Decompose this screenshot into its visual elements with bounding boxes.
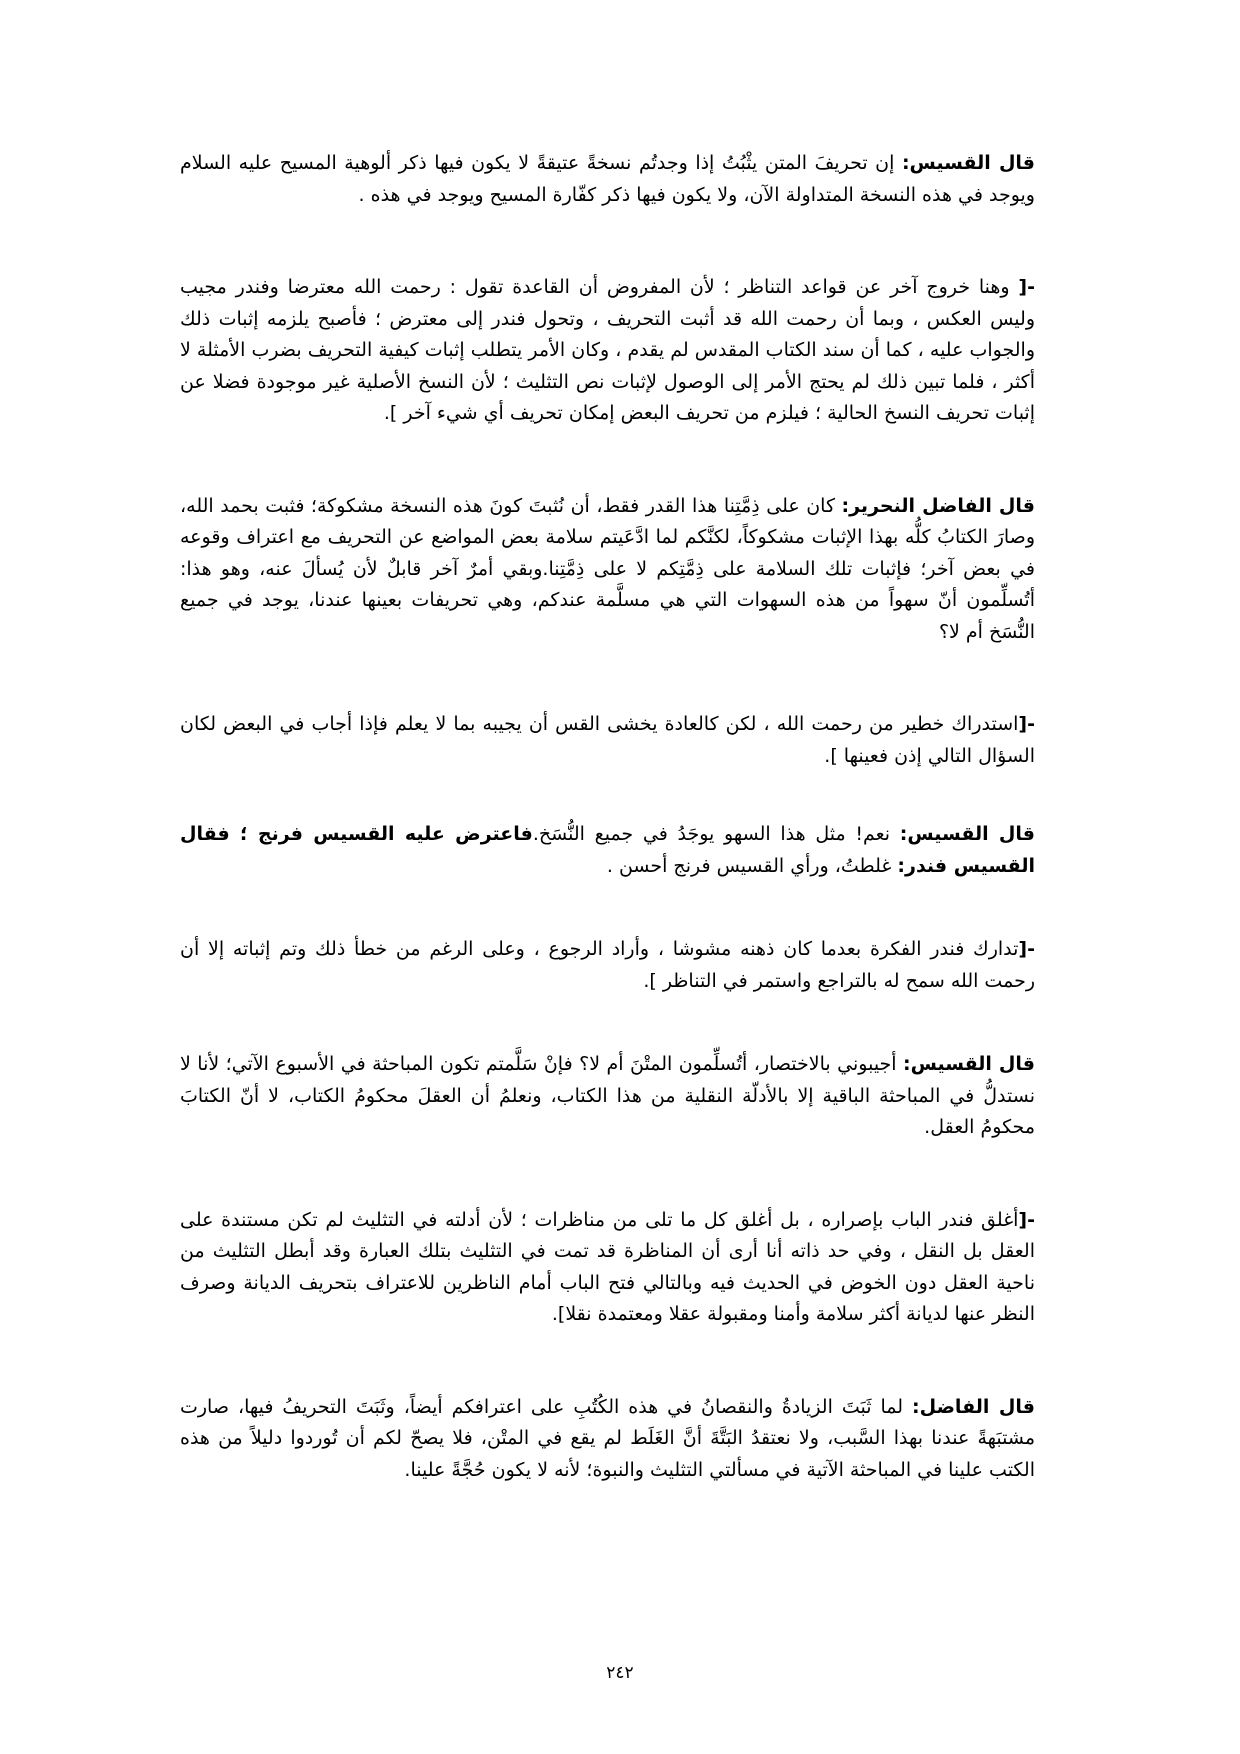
speaker-label: قال القسيس: [899,823,1035,845]
paragraph-text: استدراك خطير من رحمت الله ، لكن كالعادة يخشى القس أن يجيبه بما لا يعلم فإذا أجاب في البعض لكان السؤال التالي إذن فعينها ]. [180,713,1035,767]
speaker-label: قال القسيس: [901,152,1036,174]
speaker-label: قال الفاضل: [912,1395,1035,1418]
paragraph-scholar-2 [180,1392,1035,1487]
paragraph-bold-tail: فاعترض عليه القسيس فرنج ؛ فقال القسيس فندر: [180,823,1035,877]
paragraph-text: أجيبوني بالاختصار، أتُسلِّمون المتْنَ أم لا؟ فإنْ سَلَّمتم تكون المباحثة في الأسبوع الآتي؛ لأنا لا نستدلُّ في المباحثة الباقية إلا بالأدلّة النقلية من هذا الكتاب، ونعلمُ أن العقلَ محكومُ الكتاب، لا أنّ الكتابَ محكومُ العقل. [180,1053,1035,1138]
paragraph-priest-2 [180,819,1035,882]
paragraph-scholar-1 [180,491,1035,649]
speaker-label: قال القسيس: [903,1053,1035,1075]
commentary-marker: -[ [1018,1208,1035,1231]
paragraph-commentary-2 [180,709,1035,772]
paragraph-priest-1 [180,148,1035,211]
paragraph-text: تدارك فندر الفكرة بعدما كان ذهنه مشوشا ، وأراد الرجوع ، وعلى الرغم من خطأ ذلك وتم إثباته إلا أن رحمت الله سمح له بالتراجع واستمر في التناظر ]. [180,938,1035,992]
paragraph-tail: غلطتُ، ورأي القسيس فرنج أحسن . [606,854,898,877]
paragraph-text: إن تحريفَ المتن يثْبُتُ إذا وجدتُم نسخةً عتيقةً لا يكون فيها ذكر ألوهية المسيح عليه السلام ويوجد في هذه النسخة المتداولة الآن، ولا يكون فيها ذكر كفّارة المسيح ويوجد في هذه . [180,152,1035,206]
paragraph-commentary-1 [180,272,1035,430]
paragraph-text: نعم! مثل هذا السهو يوجَدُ في جميع النُّسَخ. [532,823,900,845]
paragraph-text: كان على ذِمَّتِنا هذا القدر فقط، أن نُثبتَ كونَ هذه النسخة مشكوكة؛ فثبت بحمد الله، وصارَ الكتابُ كلُّه بهذا الإثبات مشكوكاً، لكنَّكم لما ادَّعَيتم سلامة بعض المواضع عن التحريف مع اعتراف وقوعه في بعض آخر؛ فإثبات تلك السلامة على ذِمَّتِكم لا على ذِمَّتِنا.وبقي أمرٌ آخر قابلٌ لأن يُسألَ عنه، وهو هذا: أتُسلِّمون أنّ سهواً من هذه السهوات التي هي مسلَّمة عندكم، وهي تحريفات بعينها عندنا، يوجد في جميع النُّسَخ أم لا؟ [180,494,1035,643]
paragraph-text: أغلق فندر الباب بإصراره ، بل أغلق كل ما تلى من مناظرات ؛ لأن أدلته في التثليث لم تكن مستندة على العقل بل النقل ، وفي حد ذاته أنا أرى أن المناظرة قد تمت في التثليث بتلك العبارة وقد أبطل التثليث من ناحية العقل دون الخوض في الحديث فيه وبالتالي فتح الباب أمام الناظرين للاعتراف بتحريف الديانة وصرف النظر عنها لديانة أكثر سلامة وأمنا ومقبولة عقلا ومعتمدة نقلا]. [180,1208,1035,1325]
paragraph-text: وهنا خروج آخر عن قواعد التناظر ؛ لأن المفروض أن القاعدة تقول : رحمت الله معترضا وفندر مجيب وليس العكس ، وبما أن رحمت الله قد أثبت التحريف ، وتحول فندر إلى معترض ؛ فأصبح يلزمه إثبات ذلك والجواب عليه ، كما أن سند الكتاب المقدس لم يقدم ، وكان الأمر يتطلب إثبات كيفية التحريف بضرب الأمثلة لا أكثر ، فلما تبين ذلك لم يحتج الأمر إلى الوصول لإثبات نص التثليث ؛ لأن النسخ الأصلية غير موجودة فضلا عن إثبات تحريف النسخ الحالية ؛ فيلزم من تحريف البعض إمكان تحريف أي شيء آخر ]. [180,276,1035,424]
page-number: ٢٤٢ [606,1663,634,1683]
commentary-marker: -[ [1018,938,1035,960]
paragraph-text: لما ثَبَتَ الزيادةُ والنقصانُ في هذه الكُتُبِ على اعترافكم أيضاً، وثَبَتَ التحريفُ فيها، صارت مشتبَهةً عندنا بهذا السَّبب، ولا نعتقدُ البَتَّةَ أنَّ الغَلَط لم يقع في المتْن، فلا يصحّ لكم أن تُوردوا دليلاً من هذه الكتب علينا في المباحثة الآتية في مسألتي التثليث والنبوة؛ لأنه لا يكون حُجَّةً علينا. [180,1395,1035,1481]
page-body [180,148,1035,1547]
speaker-label: قال الفاضل النحرير: [841,494,1035,517]
paragraph-commentary-4 [180,1205,1035,1331]
paragraph-priest-3 [180,1049,1035,1144]
commentary-marker: -[ [1018,276,1035,298]
commentary-marker: -[ [1018,713,1035,735]
paragraph-commentary-3 [180,934,1035,997]
